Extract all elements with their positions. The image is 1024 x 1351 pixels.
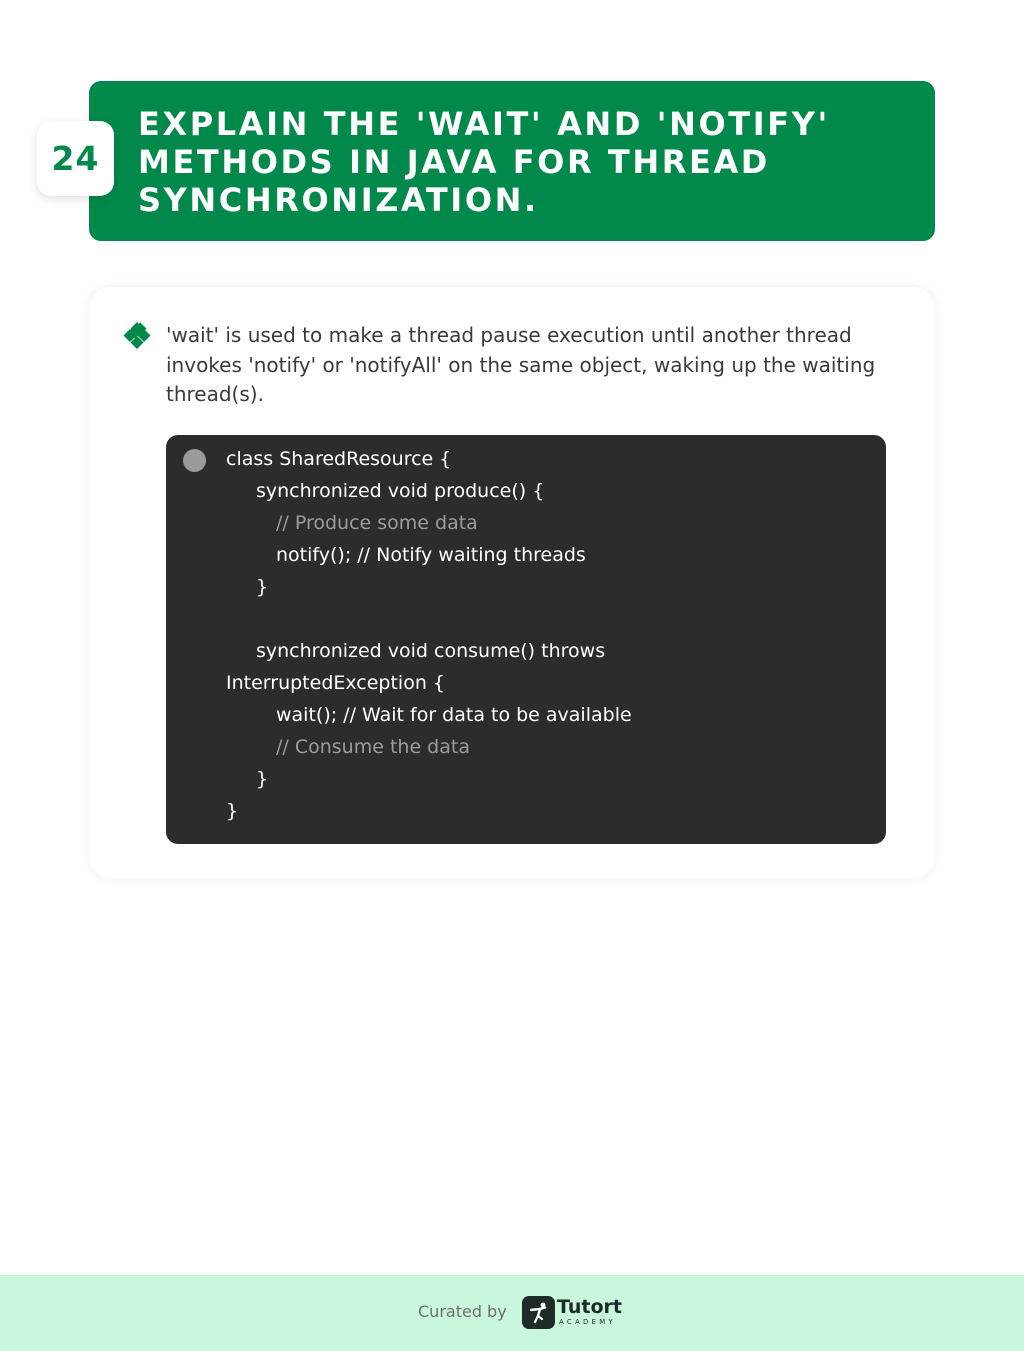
code-line: } bbox=[256, 768, 269, 790]
code-comment-line: // Produce some data bbox=[276, 512, 478, 534]
code-line: InterruptedException { bbox=[226, 672, 446, 694]
code-comment-line: // Consume the data bbox=[276, 736, 470, 758]
brand-subtitle: ACADEMY bbox=[559, 1318, 616, 1326]
footer bbox=[0, 1275, 1024, 1351]
code-line: synchronized void produce() { bbox=[256, 480, 545, 502]
code-line: wait(); // Wait for data to be available bbox=[276, 704, 632, 726]
code-line: class SharedResource { bbox=[226, 448, 452, 470]
code-line: } bbox=[256, 576, 269, 598]
question-number-badge: 24 bbox=[37, 121, 114, 196]
code-window-dot bbox=[183, 449, 206, 472]
answer-text: 'wait' is used to make a thread pause execution until another thread invokes 'notify' or 'notifyAll' on the same object, waking up the waiting thread(s). bbox=[166, 323, 876, 406]
brand-name: Tutort bbox=[557, 1296, 622, 1318]
tutort-logo-icon bbox=[522, 1296, 555, 1329]
curated-by-label: Curated by bbox=[418, 1302, 507, 1321]
code-blank-line bbox=[226, 603, 866, 635]
tutort-figure-icon bbox=[527, 1301, 551, 1325]
code-line: } bbox=[226, 800, 239, 822]
question-title: EXPLAIN THE 'WAIT' AND 'NOTIFY' METHODS IN JAVA FOR THREAD SYNCHRONIZATION. bbox=[138, 105, 830, 219]
diamond-cluster-icon bbox=[121, 320, 153, 352]
code-line: synchronized void consume() throws bbox=[256, 640, 606, 662]
code-line: notify(); // Notify waiting threads bbox=[276, 544, 586, 566]
code-lines bbox=[226, 443, 866, 827]
